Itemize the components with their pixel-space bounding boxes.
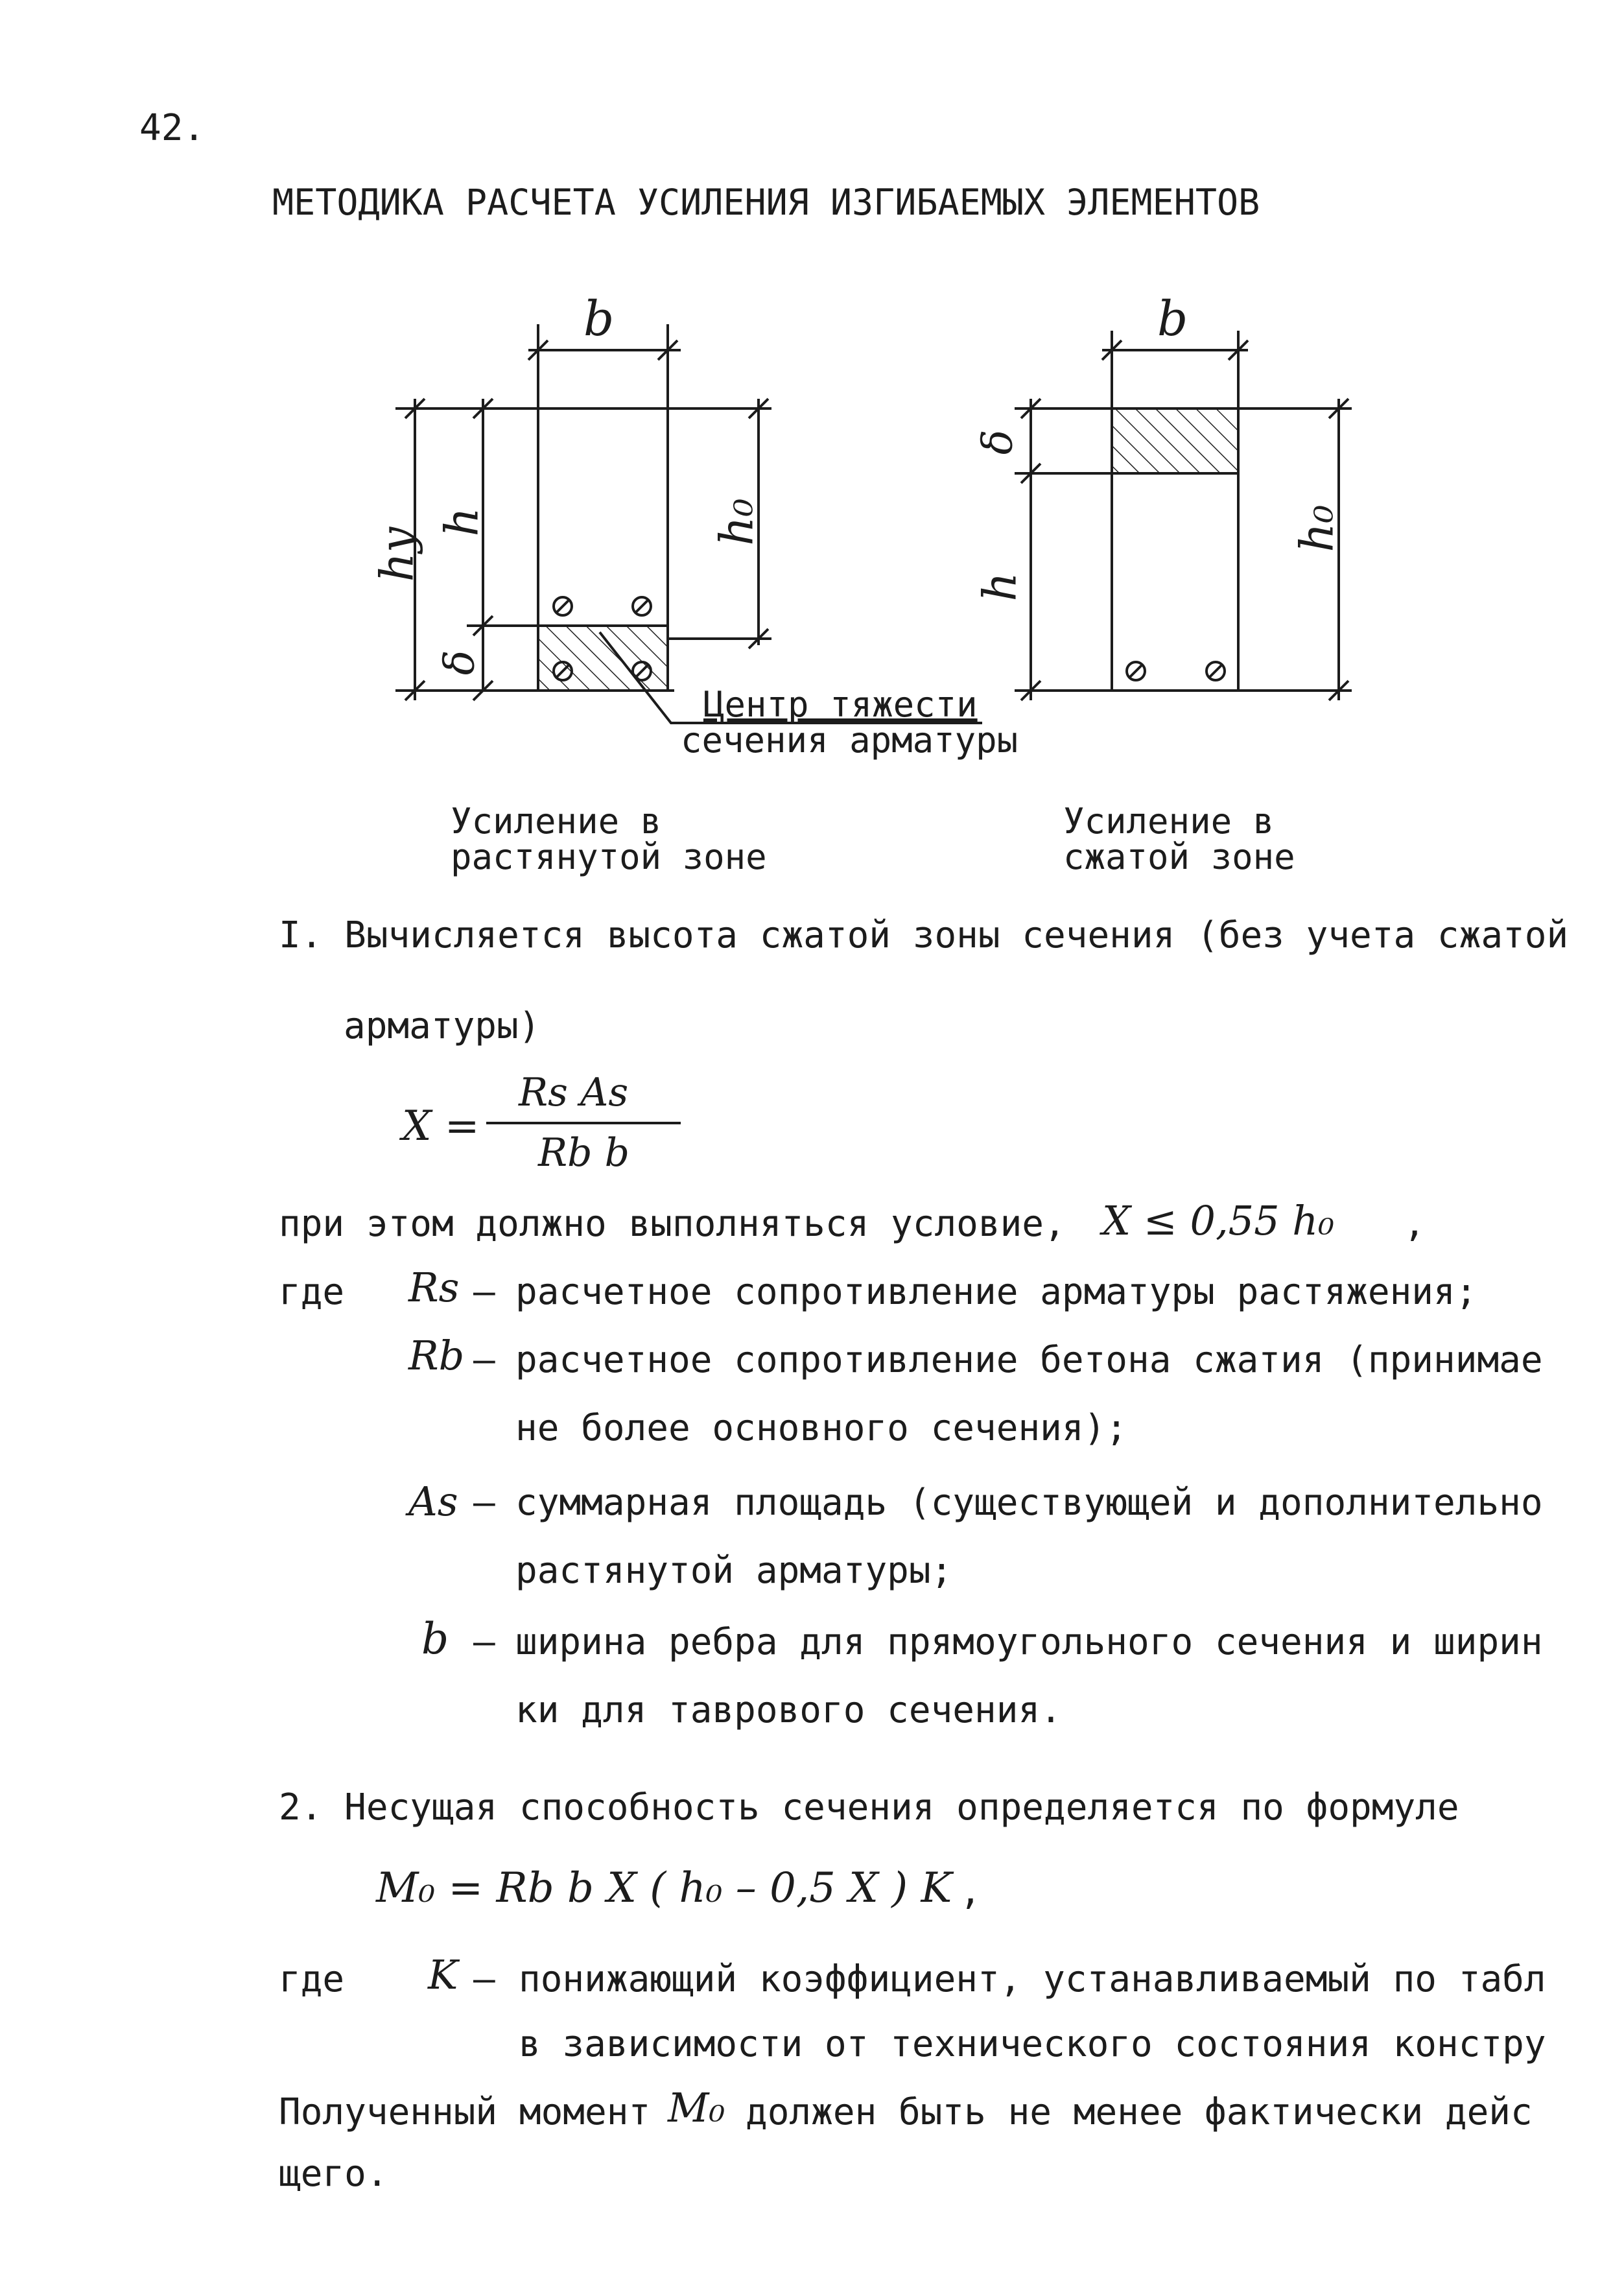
step1-line1: I. Вычисляется высота сжатой зоны сечения (без учета сжатой [279,914,1569,956]
def-dash-k: – [473,1958,495,2000]
left-caption-line2: растянутой зоне [451,836,767,877]
final-line2: щего. [279,2153,388,2195]
final-line1-start: Полученный момент [279,2091,651,2133]
def-text-rb-line1: расчетное сопротивление бетона сжатия (принимае [515,1339,1543,1381]
def-text-as-line2: растянутой арматуры; [515,1550,953,1592]
right-caption-line1: Усиление в [1063,801,1275,842]
final-line1-end: должен быть не менее фактически дейс [746,2091,1533,2133]
condition-comma: , [1404,1203,1426,1245]
def-text-rs: расчетное сопротивление арматуры растяжения; [515,1271,1477,1313]
formula-x-fraction-bar [486,1122,681,1124]
condition-formula: X ≤ 0,55 h₀ [1102,1197,1335,1244]
def-symbol-k: K [428,1951,458,1998]
def-text-k-line2: в зависимости от технического состояния констру [519,2023,1546,2065]
def-dash-as: – [473,1482,495,1524]
where-label-1: где [279,1271,345,1313]
formula-x-numerator: Rs As [519,1070,629,1115]
final-symbol-m0: M₀ [668,2084,725,2131]
left-label-h0: h₀ [710,498,764,546]
formula-moment: M₀ = Rb b X ( h₀ – 0,5 X ) K [376,1864,952,1912]
formula-x-lhs: X = [402,1102,480,1150]
where-label-2: где [279,1958,345,2000]
right-label-h: h [973,572,1027,602]
def-dash-rb: – [473,1339,495,1381]
left-label-hy: hy [370,527,424,582]
def-dash-b: – [473,1621,495,1663]
def-text-b-line1: ширина ребра для прямоугольного сечения и ширин [515,1621,1543,1663]
def-text-b-line2: ки для таврового сечения. [515,1689,1062,1731]
def-text-as-line1: суммарная площадь (существующей и дополнительно [515,1482,1543,1524]
step2-line1: 2. Несущая способность сечения определяется по формуле [279,1786,1459,1829]
right-label-b: b [1157,291,1188,347]
def-text-k-line1: понижающий коэффициент, устанавливаемый по табл [519,1958,1546,2000]
step1-line2: арматуры) [344,1005,541,1047]
left-label-b: b [583,291,615,347]
def-symbol-rb: Rb [408,1332,465,1379]
left-label-h: h [435,507,489,537]
formula-x-denominator: Rb b [538,1130,630,1176]
right-strengthening-zone-hatch [1112,408,1238,473]
right-label-delta: δ [974,429,1022,455]
right-caption-line2: сжатой зоне [1063,836,1295,877]
centroid-callout-line2: сечения арматуры [681,720,1018,761]
def-text-rb-line2: не более основного сечения); [515,1407,1128,1449]
def-dash-rs: – [473,1271,495,1313]
def-symbol-b: b [421,1614,449,1664]
condition-text: при этом должно выполняться условие, [279,1203,1066,1245]
page-title: МЕТОДИКА РАСЧЕТА УСИЛЕНИЯ ИЗГИБАЕМЫХ ЭЛЕМЕНТОВ [272,182,1260,223]
formula-moment-comma: , [959,1871,982,1913]
right-label-h0: h₀ [1290,504,1344,552]
page-number: 42. [139,107,206,149]
left-caption-line1: Усиление в [451,801,662,842]
def-symbol-as: As [408,1478,458,1525]
left-label-delta: δ [436,650,484,676]
def-symbol-rs: Rs [408,1264,460,1311]
centroid-callout-line1: Центр тяжести [703,684,978,725]
